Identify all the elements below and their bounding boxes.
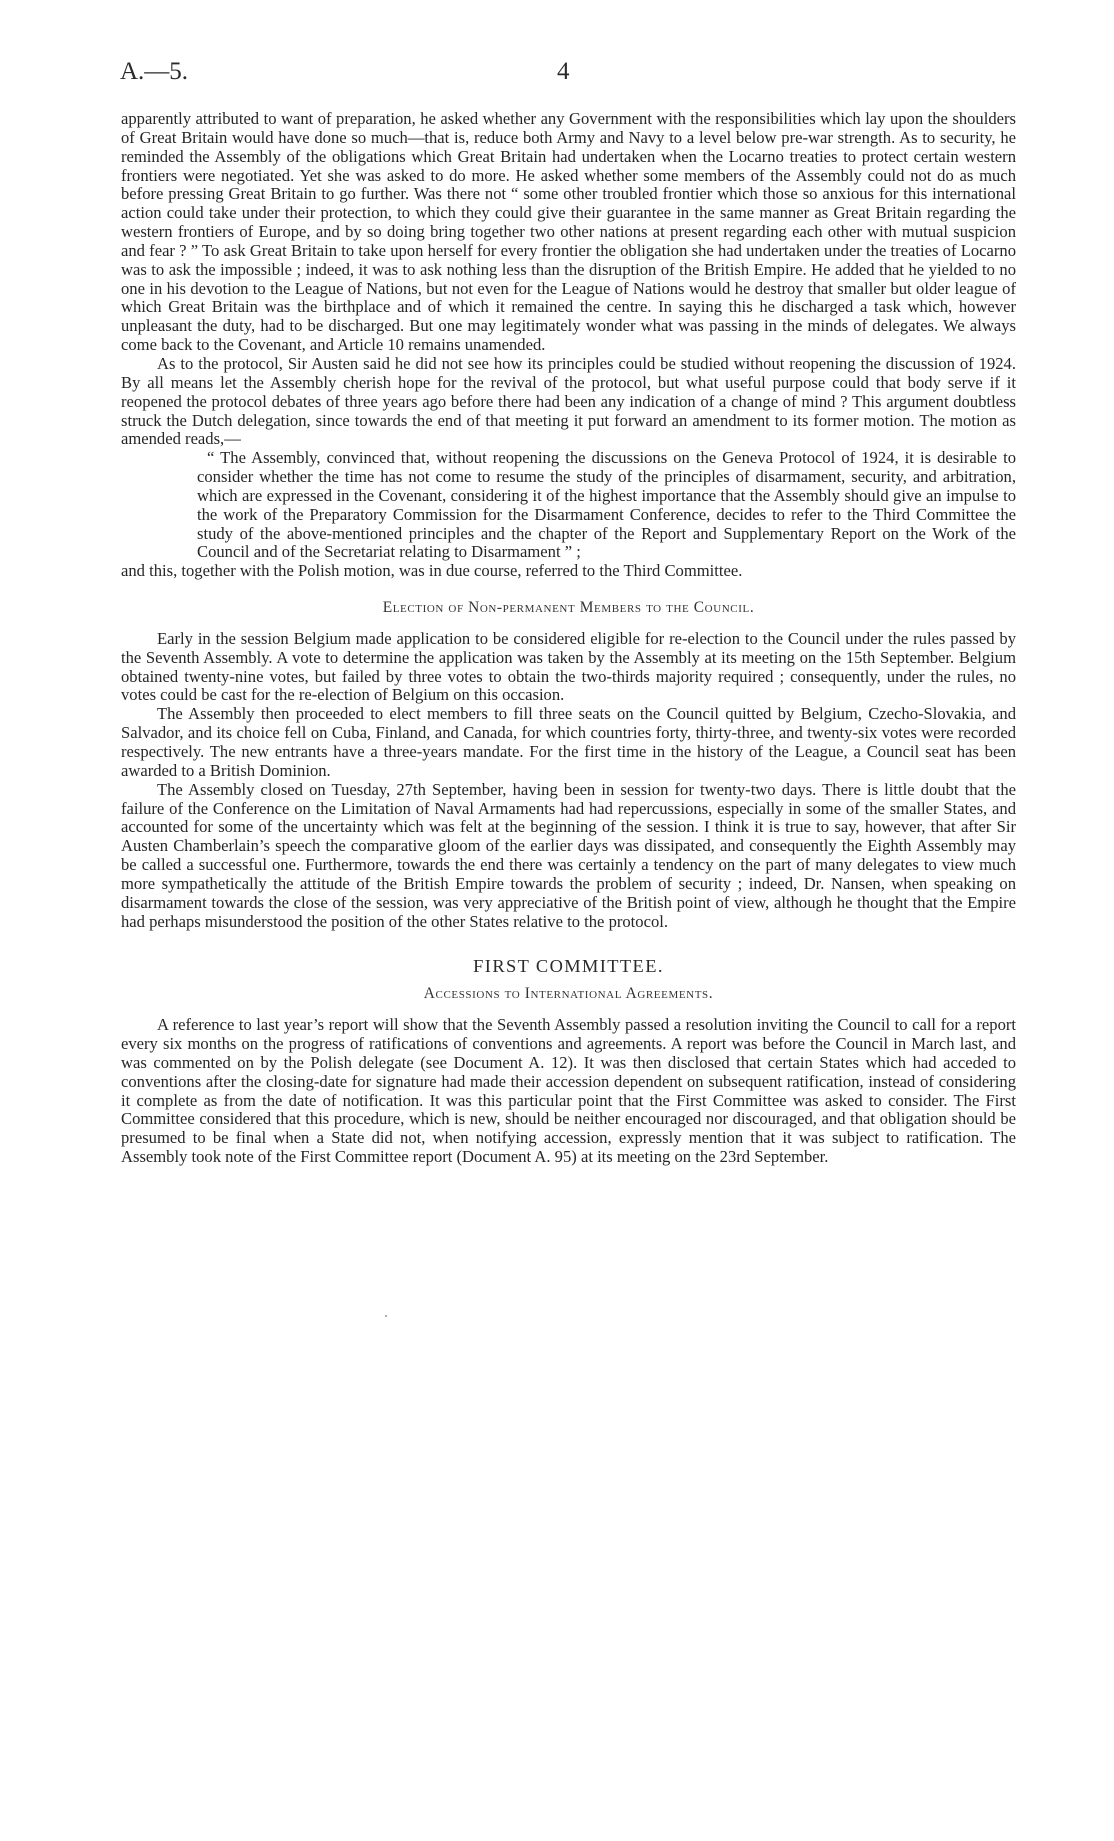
paragraph-assembly-closed: The Assembly closed on Tuesday, 27th September, having been in session for twenty-two days. There is little doubt that the failure of the Conference on the Limitation of Naval Armaments had had repercussions, especially in some of the smaller States, and accounted for some of the uncertainty which was felt at the beginning of the session. I think it is true to say, however, that after Sir Austen Chamberlain’s speech the comparative gloom of the earlier days was dissipated, and consequently the Eighth Assembly may be called a successful one. Furthermore, towards the end there was certainly a tendency on the part of many delegates to view much more sympathetically the attitude of the British Empire towards the problem of security ; indeed, Dr. Nansen, when speaking on disarmament towards the close of the session, was very appreciative of the British point of view, although he thought that the Empire had perhaps misunderstood the position of the other States relative to the protocol. — [121, 779, 1016, 931]
motion-quote: “ The Assembly, convinced that, without reopening the discussions on the Geneva Protocol of 1924, it is desirable to consider whether the time has not come to resume the study of the principles of disarmament, security, and arbitration, which are expressed in the Covenant, considering it of the highest importance that the Assembly should give an impulse to the work of the Preparatory Commission for the Disarmament Conference, decides to refer to the Third Committee the study of the above-mentioned principles and the chapter of the Report and Supplementary Report on the Work of the Council and of the Secretariat relating to Disarmament ” ; — [197, 448, 1016, 562]
page-number: 4 — [557, 58, 570, 85]
section-heading-election: Election of Non-permanent Members to the Council. — [382, 599, 755, 617]
paragraph-protocol: As to the protocol, Sir Austen said he did not see how its principles could be studied without reopening the discussion of 1924. By all means let the Assembly cherish hope for the revival of the protocol, but what useful purpose could that body serve if it reopened the protocol debates of three years ago before there had been any indication of a change of mind ? This argument doubtless struck the Dutch delegation, since towards the end of that meeting it put forward an amendment to its former motion. The motion as amended reads,— — [121, 353, 1016, 449]
section-heading-first-committee: FIRST COMMITTEE. — [473, 956, 664, 977]
paragraph-belgium: Early in the session Belgium made application to be considered eligible for re-election to the Council under the rules passed by the Seventh Assembly. A vote to determine the application was taken by the Assembly at its meeting on the 15th September. Belgium obtained twenty-nine votes, but failed by three votes to obtain the two-thirds majority required ; consequently, under the rules, no votes could be cast for the re-election of Belgium on this occasion. — [121, 628, 1016, 705]
paragraph-referral: and this, together with the Polish motion, was in due course, referred to the Third Committee. — [121, 561, 743, 581]
separator-dot — [385, 1315, 387, 1317]
document-body — [121, 110, 1016, 1167]
paragraph-accessions: A reference to last year’s report will show that the Seventh Assembly passed a resolution inviting the Council to call for a report every six months on the progress of ratifications of conventions and agreements. A report was before the Council in March last, and was commented on by the Polish delegate (see Document A. 12). It was then disclosed that certain States which had acceded to conventions after the closing-date for signature had made their accession dependent on subsequent ratification, instead of considering it complete as from the date of notification. It was this particular point that the First Committee was asked to consider. The First Committee considered that this procedure, which is new, should be neither encouraged nor discouraged, and that obligation should be presumed to be final when a State did not, when notifying accession, expressly mention that it was subject to ratification. The Assembly took note of the First Committee report (Document A. 95) at its meeting on the 23rd September. — [121, 1015, 1016, 1167]
subsection-heading-accessions: Accessions to International Agreements. — [423, 985, 714, 1003]
paragraph-continued: apparently attributed to want of preparation, he asked whether any Government with the responsibilities which lay upon the shoulders of Great Britain would have done so much—that is, reduce both Army and Navy to a level below pre-war strength. As to security, he reminded the Assembly of the obligations which Great Britain had undertaken when the Locarno treaties to protect certain western frontiers were negotiated. Yet she was asked to do more. He asked whether some members of the Assembly could not do as much before pressing Great Britain to go further. Was there not “ some other troubled frontier which those so anxious for this international action could take under their protection, to which they could give their guarantee in the same manner as Great Britain regarding the western frontiers of Europe, and by so doing bring together two other nations at present regarding each other with mutual suspicion and fear ? ” To ask Great Britain to take upon herself for every frontier the obligation she had undertaken under the treaties of Locarno was to ask the impossible ; indeed, it was to ask nothing less than the disruption of the British Empire. He added that he yielded to no one in his devotion to the League of Nations, but not even for the League of Nations would he destroy that smaller but older league of which Great Britain was the birthplace and of which it remained the centre. In saying this he discharged a task which, however unpleasant the duty, had to be discharged. But one may legitimately wonder what was passing in the minds of delegates. We always come back to the Covenant, and Article 10 remains unamended. — [121, 109, 1016, 355]
page-reference: A.—5. — [120, 58, 189, 85]
paragraph-council-seats: The Assembly then proceeded to elect members to fill three seats on the Council quitted by Belgium, Czecho-Slovakia, and Salvador, and its choice fell on Cuba, Finland, and Canada, for which countries forty, thirty-three, and twenty-six votes were recorded respectively. The new entrants have a three-years mandate. For the first time in the history of the League, a Council seat has been awarded to a British Dominion. — [121, 704, 1016, 780]
